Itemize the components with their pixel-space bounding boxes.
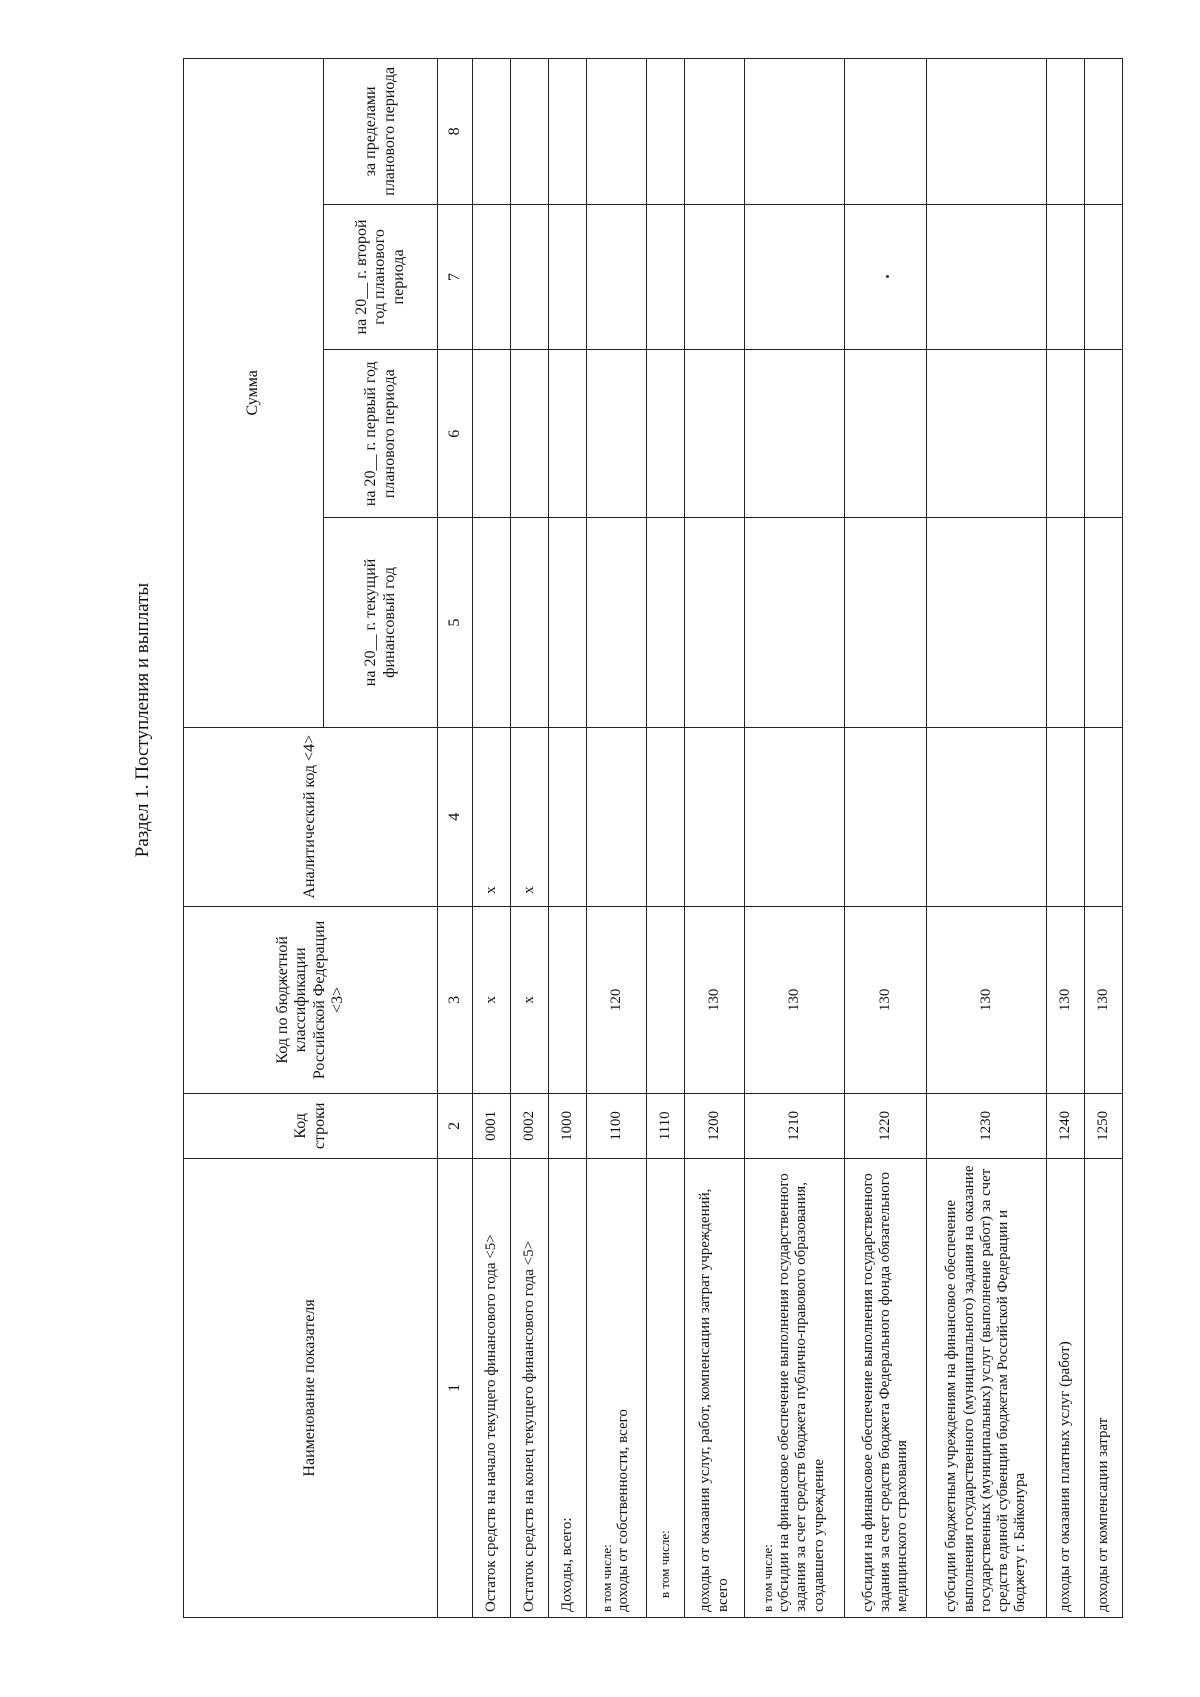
table-row — [511, 59, 549, 1618]
row-analytic-code — [685, 727, 745, 906]
row-budget-code: 130 — [1085, 906, 1123, 1093]
header-beyond-plan-period: за пределами планового периода — [324, 59, 438, 205]
row-sum-cell-col5 — [1047, 518, 1085, 727]
row-name-label: доходы от оказания платных услуг (работ) — [1056, 1341, 1073, 1612]
row-sum-cell-col5 — [511, 518, 549, 727]
row-sum-cell-col5 — [647, 518, 685, 727]
row-sum-cell-col5 — [1085, 518, 1123, 727]
row-analytic-code — [647, 727, 685, 906]
row-sum-cell-col8 — [845, 59, 927, 205]
column-number-2: 2 — [438, 1093, 473, 1158]
row-analytic-code: x — [473, 727, 511, 906]
row-sum-cell-col6 — [685, 350, 745, 518]
row-sum-cell-col7 — [1085, 204, 1123, 350]
row-sum-cell-col8 — [473, 59, 511, 205]
row-sum-cell-col7 — [927, 204, 1047, 350]
row-prefix-label: в том числе: — [760, 1544, 776, 1612]
row-sum-cell-col6 — [473, 350, 511, 518]
row-sum-cell-col8 — [685, 59, 745, 205]
header-analytic-code: Аналитический код <4> — [184, 727, 438, 906]
row-line-code: 0002 — [511, 1093, 549, 1158]
row-sum-cell-col6 — [845, 350, 927, 518]
row-line-code: 1110 — [647, 1093, 685, 1158]
column-number-6: 6 — [438, 350, 473, 518]
row-budget-code — [549, 906, 587, 1093]
table-row — [587, 59, 647, 1618]
row-analytic-code: x — [511, 727, 549, 906]
header-row-code: Код строки — [184, 1093, 438, 1158]
column-number-7: 7 — [438, 204, 473, 350]
row-analytic-code — [1085, 727, 1123, 906]
table-row — [549, 59, 587, 1618]
table-row — [745, 59, 845, 1618]
row-sum-cell-col6 — [745, 350, 845, 518]
row-sum-cell-col8 — [647, 59, 685, 205]
row-sum-cell-col8 — [1085, 59, 1123, 205]
row-name-label: Доходы, всего: — [558, 1517, 575, 1612]
scan-speck — [886, 275, 889, 278]
row-line-code: 0001 — [473, 1093, 511, 1158]
row-sum-cell-col8 — [927, 59, 1047, 205]
row-line-code: 1240 — [1047, 1093, 1085, 1158]
row-name-label: доходы от компенсации затрат — [1094, 1417, 1111, 1612]
row-sum-cell-col7 — [845, 204, 927, 350]
row-sum-cell-col6 — [511, 350, 549, 518]
row-line-code: 1230 — [927, 1093, 1047, 1158]
row-analytic-code — [745, 727, 845, 906]
row-indicator-name — [647, 1158, 685, 1617]
column-number-3: 3 — [438, 906, 473, 1093]
row-indicator-name — [745, 1158, 845, 1617]
row-analytic-code — [927, 727, 1047, 906]
row-name-label: доходы от оказания услуг, работ, компенсации затрат учреждений, всего — [697, 1188, 731, 1612]
row-indicator-name — [473, 1158, 511, 1617]
column-number-1: 1 — [438, 1158, 473, 1617]
table-row — [647, 59, 685, 1618]
table-row — [685, 59, 745, 1618]
row-indicator-name — [1085, 1158, 1123, 1617]
row-sum-cell-col7 — [647, 204, 685, 350]
row-budget-code: 130 — [685, 906, 745, 1093]
row-budget-code: x — [473, 906, 511, 1093]
row-sum-cell-col6 — [927, 350, 1047, 518]
header-sum-group: Сумма — [184, 59, 324, 728]
row-indicator-name — [587, 1158, 647, 1617]
row-indicator-name — [927, 1158, 1047, 1617]
row-sum-cell-col8 — [549, 59, 587, 205]
row-indicator-name — [685, 1158, 745, 1617]
row-analytic-code — [1047, 727, 1085, 906]
row-budget-code: 130 — [845, 906, 927, 1093]
column-number-4: 4 — [438, 727, 473, 906]
row-sum-cell-col5 — [587, 518, 647, 727]
row-line-code: 1210 — [745, 1093, 845, 1158]
row-line-code: 1250 — [1085, 1093, 1123, 1158]
section-title: Раздел 1. Поступления и выплаты — [132, 582, 153, 858]
row-analytic-code — [587, 727, 647, 906]
row-prefix-label: в том числе: — [599, 1544, 615, 1612]
header-current-year: на 20__ г. текущий финансовый год — [324, 518, 438, 727]
row-budget-code: 130 — [1047, 906, 1085, 1093]
row-budget-code: x — [511, 906, 549, 1093]
row-sum-cell-col8 — [745, 59, 845, 205]
row-sum-cell-col7 — [511, 204, 549, 350]
header-first-plan-year: на 20__ г. первый год планового периода — [324, 350, 438, 518]
row-sum-cell-col6 — [549, 350, 587, 518]
row-prefix-label: в том числе: — [657, 1530, 673, 1598]
row-sum-cell-col5 — [685, 518, 745, 727]
row-name-label: субсидии на финансовое обеспечение выполнения государственного задания за счет средств бюджета Федерального фонда обязательного медицинского страхования — [859, 1171, 911, 1612]
header-second-plan-year: на 20__ г. второй год планового периода — [324, 204, 438, 350]
row-sum-cell-col5 — [745, 518, 845, 727]
row-sum-cell-col6 — [1047, 350, 1085, 518]
rotated-table-wrapper — [183, 58, 1111, 1618]
row-analytic-code — [549, 727, 587, 906]
row-sum-cell-col5 — [927, 518, 1047, 727]
row-sum-cell-col6 — [1085, 350, 1123, 518]
row-sum-cell-col7 — [745, 204, 845, 350]
table-row — [1047, 59, 1085, 1618]
table-row — [927, 59, 1047, 1618]
header-indicator-name: Наименование показателя — [184, 1158, 438, 1617]
table-row — [845, 59, 927, 1618]
row-budget-code: 130 — [927, 906, 1047, 1093]
header-budget-classification-code: Код по бюджетной классификации Российской Федерации <3> — [184, 906, 438, 1093]
row-sum-cell-col7 — [587, 204, 647, 350]
row-name-label: Остаток средств на начало текущего финансового года <5> — [482, 1234, 499, 1612]
receipts-payments-table — [183, 58, 1123, 1618]
row-sum-cell-col7 — [473, 204, 511, 350]
row-indicator-name — [549, 1158, 587, 1617]
row-sum-cell-col5 — [473, 518, 511, 727]
row-sum-cell-col8 — [587, 59, 647, 205]
row-sum-cell-col7 — [685, 204, 745, 350]
row-name-label: субсидии бюджетным учреждениям на финансовое обеспечение выполнения государственного (муниципального) задания на оказание государственных (муниципальных) услуг (выполнение работ) за счет средств единой субвенции бюджетам Российской Федерации и бюджету г. Байконура — [943, 1165, 1029, 1612]
row-name-label: субсидии на финансовое обеспечение выполнения государственного задания за счет средств бюджета публично-правового образования, создавшего учреждение — [776, 1173, 827, 1612]
column-number-8: 8 — [438, 59, 473, 205]
row-sum-cell-col8 — [511, 59, 549, 205]
row-line-code: 1000 — [549, 1093, 587, 1158]
row-budget-code: 120 — [587, 906, 647, 1093]
row-sum-cell-col7 — [549, 204, 587, 350]
row-analytic-code — [845, 727, 927, 906]
row-name-label: доходы от собственности, всего — [615, 1409, 632, 1612]
row-budget-code — [647, 906, 685, 1093]
column-number-5: 5 — [438, 518, 473, 727]
table-row — [1085, 59, 1123, 1618]
row-sum-cell-col6 — [647, 350, 685, 518]
row-line-code: 1200 — [685, 1093, 745, 1158]
row-line-code: 1100 — [587, 1093, 647, 1158]
row-sum-cell-col7 — [1047, 204, 1085, 350]
row-budget-code: 130 — [745, 906, 845, 1093]
row-indicator-name — [1047, 1158, 1085, 1617]
table-row — [473, 59, 511, 1618]
row-indicator-name — [511, 1158, 549, 1617]
row-sum-cell-col5 — [549, 518, 587, 727]
row-sum-cell-col6 — [587, 350, 647, 518]
row-line-code: 1220 — [845, 1093, 927, 1158]
row-name-label: Остаток средств на конец текущего финансового года <5> — [520, 1240, 537, 1612]
row-sum-cell-col5 — [845, 518, 927, 727]
row-indicator-name — [845, 1158, 927, 1617]
row-sum-cell-col8 — [1047, 59, 1085, 205]
